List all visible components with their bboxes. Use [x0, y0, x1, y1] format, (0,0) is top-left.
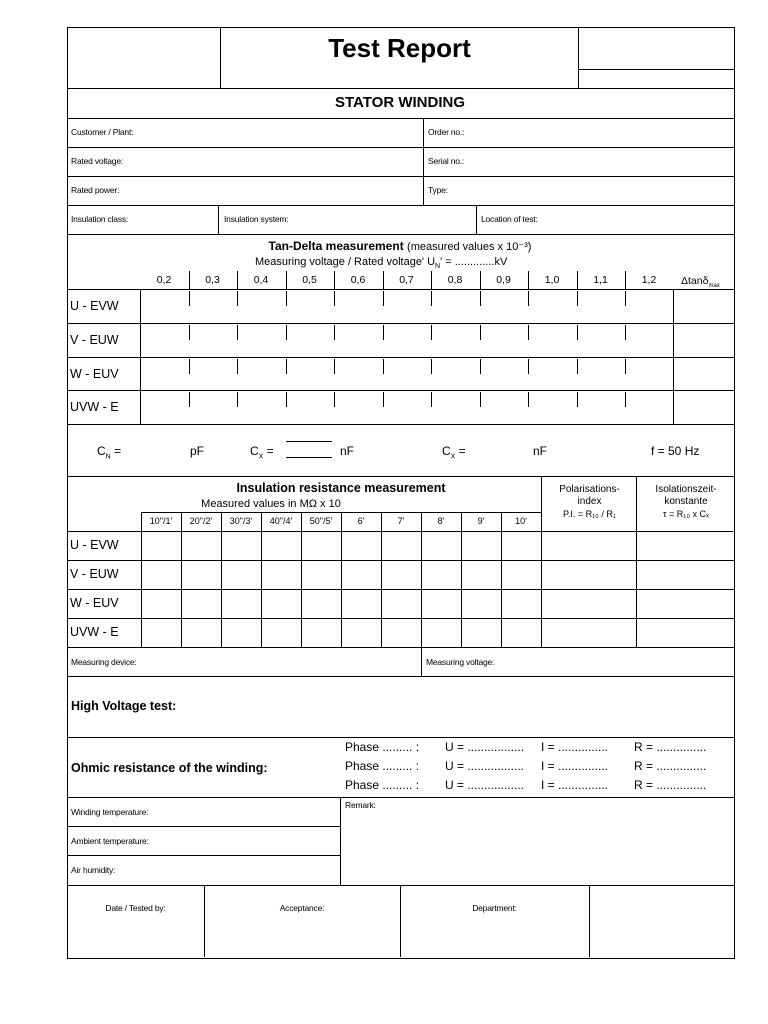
tan-delta-column-tick — [528, 271, 529, 289]
divider — [67, 205, 735, 206]
ohmic-phase-field: Phase ......... : — [345, 740, 420, 754]
tan-delta-cell-tick — [577, 359, 578, 374]
divider — [67, 885, 735, 886]
insulation-column-label: 10"/1' — [149, 516, 173, 526]
frequency-label: f = 50 Hz — [651, 444, 700, 458]
tan-delta-cell-tick — [480, 359, 481, 374]
divider — [67, 88, 735, 89]
insulation-column-line — [381, 512, 382, 647]
tan-delta-column-tick — [334, 271, 335, 289]
insulation-subtitle: Measured values in MΩ x 10 — [201, 498, 341, 510]
customer-label: Customer / Plant: — [71, 127, 134, 137]
divider — [67, 676, 735, 677]
ohmic-phase-field: Phase ......... : — [345, 759, 420, 773]
insulation-column-line — [221, 512, 222, 647]
measuring-device-label: Measuring device: — [71, 657, 137, 667]
tan-delta-cell-tick — [383, 359, 384, 374]
tan-delta-column-label: 0,2 — [156, 274, 172, 286]
cn-field — [97, 444, 121, 460]
insulation-row-line — [67, 618, 735, 619]
insulation-column-label: 6' — [357, 516, 365, 526]
cn-unit: pF — [190, 444, 205, 458]
tan-delta-cell-tick — [528, 325, 529, 340]
tan-delta-column-label: 0,7 — [399, 274, 414, 286]
tan-delta-cell-tick — [625, 392, 626, 407]
serial-label: Serial no.: — [428, 156, 465, 166]
cx1-sub: X — [258, 453, 264, 461]
pi-title2: index — [577, 496, 602, 507]
tan-delta-cell-tick — [625, 291, 626, 306]
tan-delta-column-label: 0,6 — [350, 274, 366, 286]
insulation-column-label: 7' — [397, 516, 405, 526]
delta-tan-label: Δtanδ — [681, 275, 709, 287]
divider — [67, 147, 735, 148]
tan-delta-cell-tick — [431, 359, 432, 374]
tc-title: Isolationszeit- — [655, 484, 717, 495]
header-divider-right — [578, 27, 579, 88]
tan-delta-cell-tick — [237, 359, 238, 374]
ohmic-label: Ohmic resistance of the winding: — [71, 761, 268, 775]
tan-delta-row-label: V - EUW — [70, 332, 119, 347]
tan-delta-cell-tick — [383, 291, 384, 306]
divider — [67, 647, 735, 648]
measuring-voltage-label: Measuring voltage: — [426, 657, 495, 667]
tc-header — [638, 484, 734, 520]
insulation-class-label: Insulation class: — [71, 214, 129, 224]
type-label: Type: — [428, 185, 448, 195]
conditions-line — [67, 855, 340, 856]
ohmic-u-field: U = ................. — [445, 778, 525, 792]
tan-delta-cell-tick — [237, 325, 238, 340]
pi-formula: P.I. = R₁₀ / R₁ — [563, 509, 616, 519]
ohmic-u-field: U = ................. — [445, 740, 525, 754]
insulation-column-label: 50"/5' — [309, 516, 333, 526]
divider — [67, 476, 735, 477]
delta-tan-sub: max — [708, 283, 720, 290]
tan-delta-column-tick — [480, 271, 481, 289]
tan-delta-cell-tick — [189, 291, 190, 306]
acceptance-label: Acceptance: — [279, 903, 325, 913]
insulation-row-line — [67, 560, 735, 561]
tan-delta-row-label: UVW - E — [70, 400, 119, 415]
divider — [67, 234, 735, 235]
insulation-system-label: Insulation system: — [224, 214, 289, 224]
report-title: Test Report — [328, 33, 471, 63]
tan-delta-cell-tick — [237, 392, 238, 407]
tan-delta-cell-tick — [528, 359, 529, 374]
tc-title2: konstante — [664, 496, 708, 507]
tan-delta-cell-tick — [286, 392, 287, 407]
cx2-tail: = — [455, 444, 466, 458]
tan-delta-cell-tick — [334, 359, 335, 374]
measuring-voltage-sub: N — [435, 263, 441, 271]
tan-delta-title-bold: Tan-Delta measurement — [268, 239, 404, 253]
tan-delta-cell-tick — [528, 392, 529, 407]
ohmic-r-field: R = ............... — [634, 740, 707, 754]
ohmic-i-field: I = ............... — [541, 740, 609, 754]
tan-delta-cell-tick — [577, 392, 578, 407]
tan-delta-cell-tick — [577, 291, 578, 306]
cn-tail: = — [110, 444, 122, 458]
ir-row-line — [67, 531, 733, 532]
report-subtitle: STATOR WINDING — [335, 94, 465, 111]
tan-delta-column-tick — [189, 271, 190, 289]
tan-delta-column-tick — [286, 271, 287, 289]
tan-delta-cell-tick — [480, 325, 481, 340]
conditions-line — [67, 826, 340, 827]
insulation-column-line — [181, 512, 182, 647]
tan-delta-column-tick — [383, 271, 384, 289]
insulation-column-label: 8' — [437, 516, 445, 526]
tc-formula: τ = R₁₀ x Cₓ — [662, 509, 710, 519]
insulation-row-label: W - EUV — [70, 596, 119, 610]
tan-delta-column-label: 0,9 — [496, 274, 511, 286]
divider — [67, 118, 735, 119]
tan-delta-cell-tick — [286, 359, 287, 374]
insulation-row-label: U - EVW — [70, 538, 119, 552]
department-label: Department: — [472, 903, 517, 913]
insulation-column-label: 10' — [515, 516, 527, 526]
tan-delta-row-line — [67, 323, 735, 324]
tan-delta-column-label: 0,3 — [205, 274, 220, 286]
test-report-form — [67, 27, 735, 959]
insulation-column-line — [421, 512, 422, 647]
tan-delta-column-label: 0,8 — [447, 274, 463, 286]
cn-label: C — [97, 444, 106, 458]
tan-delta-cell-tick — [625, 325, 626, 340]
tan-delta-cell-tick — [480, 291, 481, 306]
signature-divider — [400, 885, 401, 957]
cn-sub: N — [105, 453, 111, 461]
cx2-label: C — [442, 444, 451, 458]
ohmic-r-field: R = ............... — [634, 778, 707, 792]
rated-power-label: Rated power: — [71, 185, 120, 195]
insulation-column-label: 30"/3' — [229, 516, 253, 526]
tan-delta-row-label: U - EVW — [70, 299, 119, 313]
tan-delta-row-line — [67, 390, 735, 391]
order-label: Order no.: — [428, 127, 465, 137]
tan-delta-cell-tick — [431, 325, 432, 340]
tan-delta-column-label: 0,5 — [302, 274, 317, 286]
cx2-unit: nF — [533, 444, 548, 458]
tan-delta-column-label: 1,0 — [544, 274, 560, 286]
pi-header — [543, 484, 636, 520]
tan-delta-row-label: W - EUV — [70, 366, 119, 381]
divider — [67, 289, 735, 290]
tan-delta-cell-tick — [237, 291, 238, 306]
tan-delta-column-tick — [625, 271, 626, 289]
tan-delta-column-label: 1,1 — [593, 274, 608, 286]
signature-divider — [204, 885, 205, 957]
tan-delta-row-line — [67, 357, 735, 358]
tan-delta-cell-tick — [383, 325, 384, 340]
signature-divider — [589, 885, 590, 957]
cx2-sub: X — [450, 453, 456, 461]
cx1-unit: nF — [340, 444, 355, 458]
tan-delta-cell-tick — [431, 291, 432, 306]
cx-field-2 — [442, 444, 466, 460]
tan-delta-cell-tick — [334, 392, 335, 407]
conditions-divider — [340, 797, 341, 885]
tan-delta-cell-tick — [286, 291, 287, 306]
insulation-column-line — [461, 512, 462, 647]
tan-delta-cell-tick — [625, 359, 626, 374]
insulation-column-label: 20"/2' — [189, 516, 213, 526]
rated-voltage-label: Rated voltage: — [71, 156, 124, 166]
air-humidity-label: Air humidity: — [71, 865, 116, 875]
tan-delta-cell-tick — [189, 392, 190, 407]
insulation-row-label: V - EUW — [70, 567, 119, 581]
pi-divider — [541, 476, 542, 647]
winding-temperature-label: Winding temperature: — [71, 807, 149, 817]
tested-by-label: Date / Tested by: — [105, 903, 166, 913]
cx1-label: C — [250, 444, 259, 458]
tan-delta-cell-tick — [334, 325, 335, 340]
tc-divider — [636, 476, 637, 647]
measuring-divider — [421, 647, 422, 676]
insulation-column-line — [501, 512, 502, 647]
tan-delta-cell-tick — [189, 359, 190, 374]
insulation-column-line — [261, 512, 262, 647]
insulation-row-line — [67, 589, 735, 590]
insulation-row-label: UVW - E — [70, 625, 119, 639]
divider — [67, 737, 735, 738]
insulation-column-label: 9' — [477, 516, 485, 526]
tan-delta-title — [67, 239, 733, 253]
ir-row-label-divider — [141, 512, 142, 647]
info-divider — [218, 205, 219, 234]
ohmic-r-field: R = ............... — [634, 759, 707, 773]
measuring-voltage-text: Measuring voltage / Rated voltage' U — [255, 256, 436, 268]
insulation-column-line — [341, 512, 342, 647]
measuring-voltage-line — [255, 256, 507, 270]
location-label: Location of test: — [481, 214, 538, 224]
cx-field-1 — [250, 444, 274, 460]
tan-delta-column-label: 0,4 — [253, 274, 269, 286]
tan-delta-cell-tick — [189, 325, 190, 340]
tan-delta-cell-tick — [286, 325, 287, 340]
ohmic-i-field: I = ............... — [541, 759, 609, 773]
cx-input-box — [286, 441, 332, 458]
divider — [67, 424, 735, 425]
ohmic-u-field: U = ................. — [445, 759, 525, 773]
divider — [67, 176, 735, 177]
divider — [67, 797, 735, 798]
remark-label: Remark: — [345, 800, 376, 810]
tan-delta-cell-tick — [577, 325, 578, 340]
insulation-column-line — [301, 512, 302, 647]
header-right-split — [579, 69, 735, 70]
tan-delta-cell-tick — [480, 392, 481, 407]
ambient-temperature-label: Ambient temperature: — [71, 836, 149, 846]
tan-delta-cell-tick — [431, 392, 432, 407]
ohmic-phase-field: Phase ......... : — [345, 778, 420, 792]
tan-delta-cell-tick — [334, 291, 335, 306]
tan-delta-column-label: 1,2 — [641, 274, 657, 286]
high-voltage-label: High Voltage test: — [71, 699, 177, 713]
tan-delta-column-tick — [577, 271, 578, 289]
info-column-divider — [423, 118, 424, 205]
measuring-voltage-tail: ' = .............kV — [440, 256, 508, 268]
delta-tan-header — [681, 275, 720, 289]
ohmic-i-field: I = ............... — [541, 778, 609, 792]
tan-delta-column-tick — [237, 271, 238, 289]
insulation-title: Insulation resistance measurement — [236, 481, 446, 495]
cx1-tail: = — [263, 444, 274, 458]
tan-delta-cell-tick — [528, 291, 529, 306]
tan-delta-cell-tick — [383, 392, 384, 407]
pi-title: Polarisations- — [559, 484, 620, 495]
info-divider — [476, 205, 477, 234]
insulation-column-label: 40"/4' — [269, 516, 293, 526]
tan-delta-column-tick — [431, 271, 432, 289]
tan-delta-title-note: (measured values x 10⁻³) — [407, 241, 532, 253]
